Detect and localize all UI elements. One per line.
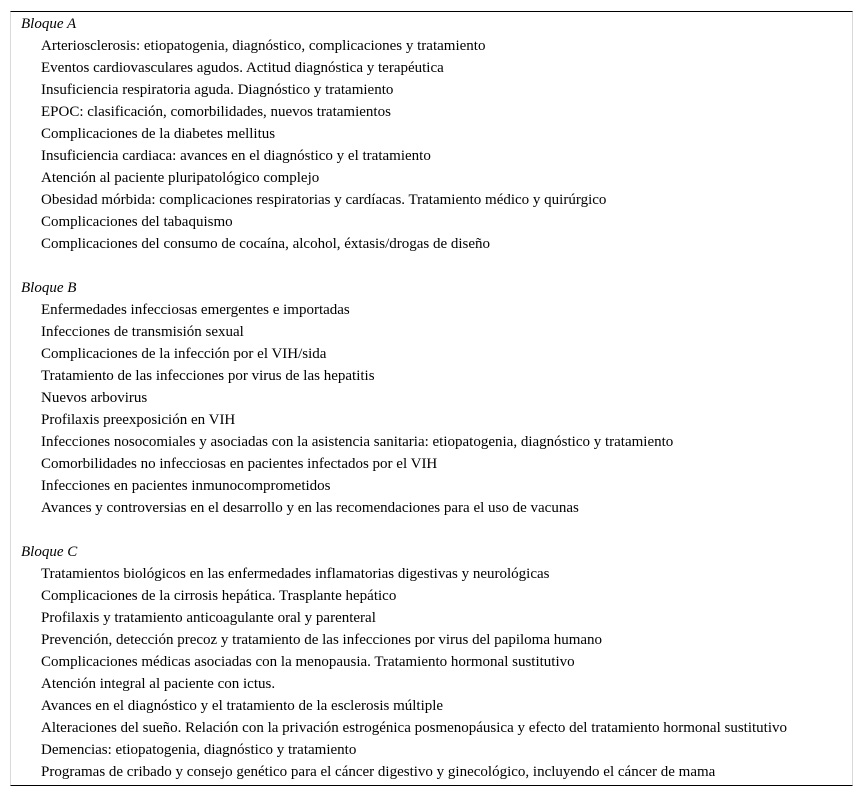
table-row: Demencias: etiopatogenia, diagnóstico y tratamiento xyxy=(41,742,357,758)
table-row: EPOC: clasificación, comorbilidades, nuevos tratamientos xyxy=(41,104,391,120)
table-row: Alteraciones del sueño. Relación con la privación estrogénica posmenopáusica y efecto del tratamiento hormonal sustitutivo xyxy=(41,720,788,736)
table-row: Infecciones de transmisión sexual xyxy=(41,324,244,340)
table-row: Atención integral al paciente con ictus. xyxy=(41,676,276,692)
table-row: Enfermedades infecciosas emergentes e importadas xyxy=(41,302,350,318)
table-row: Arteriosclerosis: etiopatogenia, diagnóstico, complicaciones y tratamiento xyxy=(41,38,486,54)
table-row: Tratamientos biológicos en las enfermedades inflamatorias digestivas y neurológicas xyxy=(41,566,550,582)
block-a-heading: Bloque A xyxy=(21,16,77,32)
table-row: Complicaciones de la cirrosis hepática. Trasplante hepático xyxy=(41,588,397,604)
table-row: Eventos cardiovasculares agudos. Actitud diagnóstica y terapéutica xyxy=(41,60,444,76)
table-row: Avances y controversias en el desarrollo y en las recomendaciones para el uso de vacunas xyxy=(41,500,579,516)
table-row: Complicaciones de la diabetes mellitus xyxy=(41,126,276,142)
table-row: Comorbilidades no infecciosas en pacientes infectados por el VIH xyxy=(41,456,438,472)
table-row: Complicaciones del tabaquismo xyxy=(41,214,233,230)
table-row: Insuficiencia respiratoria aguda. Diagnóstico y tratamiento xyxy=(41,82,394,98)
block-spacer xyxy=(11,255,852,277)
table-row: Obesidad mórbida: complicaciones respiratorias y cardíacas. Tratamiento médico y quirúrgico xyxy=(41,192,607,208)
table-row: Complicaciones médicas asociadas con la menopausia. Tratamiento hormonal sustitutivo xyxy=(41,654,575,670)
table-row: Atención al paciente pluripatológico complejo xyxy=(41,170,320,186)
table-row: Profilaxis y tratamiento anticoagulante oral y parenteral xyxy=(41,610,376,626)
table-body xyxy=(11,13,852,783)
table-row: Complicaciones de la infección por el VIH/sida xyxy=(41,346,327,362)
block-spacer xyxy=(11,519,852,541)
table-row: Profilaxis preexposición en VIH xyxy=(41,412,236,428)
block-c-heading: Bloque C xyxy=(21,544,78,560)
topics-table xyxy=(10,11,853,786)
block-b-heading: Bloque B xyxy=(21,280,77,296)
table-row: Tratamiento de las infecciones por virus de las hepatitis xyxy=(41,368,375,384)
table-row: Programas de cribado y consejo genético para el cáncer digestivo y ginecológico, incluyendo el cáncer de mama xyxy=(41,764,716,780)
table-row: Prevención, detección precoz y tratamiento de las infecciones por virus del papiloma humano xyxy=(41,632,603,648)
table-row: Avances en el diagnóstico y el tratamiento de la esclerosis múltiple xyxy=(41,698,444,714)
table-row: Infecciones nosocomiales y asociadas con la asistencia sanitaria: etiopatogenia, diagnóstico y tratamiento xyxy=(41,434,674,450)
table-row: Nuevos arbovirus xyxy=(41,390,148,406)
table-row: Complicaciones del consumo de cocaína, alcohol, éxtasis/drogas de diseño xyxy=(41,236,491,252)
table-row: Infecciones en pacientes inmunocomprometidos xyxy=(41,478,331,494)
table-row: Insuficiencia cardiaca: avances en el diagnóstico y el tratamiento xyxy=(41,148,431,164)
